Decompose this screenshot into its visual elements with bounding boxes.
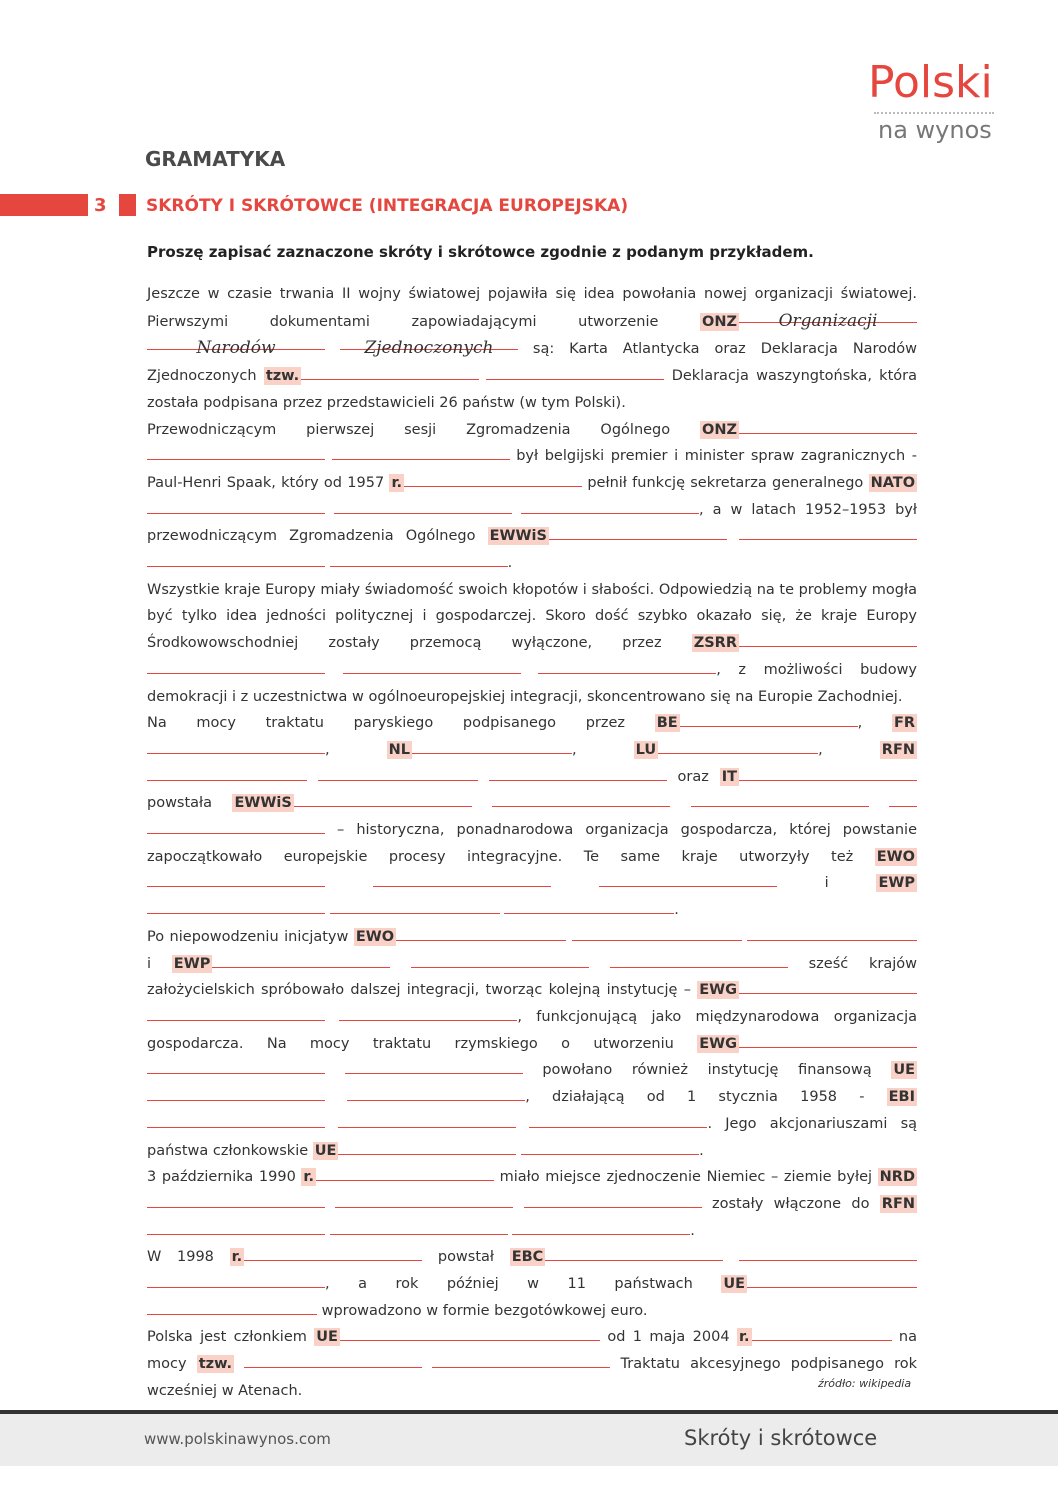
- abbr: NATO: [870, 474, 916, 491]
- answer-blank[interactable]: [549, 525, 727, 540]
- abbr: IT: [721, 768, 738, 785]
- answer-blank[interactable]: [529, 1113, 707, 1128]
- abbr: r.: [738, 1329, 750, 1346]
- answer-blank[interactable]: [147, 1059, 325, 1074]
- exercise-text: [147, 281, 917, 1405]
- answer-blank[interactable]: [396, 926, 566, 941]
- answer-blank[interactable]: [147, 1006, 325, 1021]
- answer-blank[interactable]: [747, 1273, 917, 1288]
- abbr: EBC: [511, 1249, 544, 1266]
- answer-blank[interactable]: [658, 739, 818, 754]
- answer-blank[interactable]: [212, 953, 390, 968]
- answer-blank[interactable]: [739, 632, 917, 647]
- paragraph-3: Wszystkie kraje Europy miały świadomość swoich kłopotów i słabości. Odpowiedzią na te problemy mogła być tylko idea jedności politycznej i gospodarczej. Skoro dość szybko okazało się, że kraje Europy Środkowowschodniej zostały przemocą wyłączone, przez ZSRR , z możliwości budowy demokracji i z uczestnictwa w ogólnoeuropejskiej integracji, skoncentrowano się na Europie Zachodniej.: [147, 581, 918, 705]
- answer-blank[interactable]: [244, 1246, 422, 1261]
- answer-blank[interactable]: [147, 659, 325, 674]
- abbr: ONZ: [702, 313, 737, 330]
- logo: [868, 58, 998, 144]
- answer-blank[interactable]: [489, 766, 667, 781]
- abbr: RFN: [881, 741, 916, 758]
- answer-blank[interactable]: [340, 1326, 600, 1341]
- logo-divider: [874, 112, 994, 114]
- answer-blank[interactable]: [889, 792, 917, 807]
- answer-blank[interactable]: [147, 445, 325, 460]
- paragraph-8: Polska jest członkiem UE od 1 maja 2004 r. na mocy tzw. Traktatu akcesyjnego podpisanego rok wcześniej w Atenach.: [147, 1324, 917, 1404]
- abbr: r.: [391, 474, 403, 491]
- abbr: UE: [723, 1276, 746, 1293]
- abbr: ONZ: [702, 421, 737, 438]
- abbr: EWO: [876, 848, 915, 865]
- answer-blank[interactable]: [334, 499, 512, 514]
- abbr: EWP: [173, 955, 211, 972]
- answer-blank[interactable]: [599, 872, 777, 887]
- answer-blank[interactable]: [747, 926, 917, 941]
- answer-blank[interactable]: [147, 899, 325, 914]
- paragraph-1: Jeszcze w czasie trwania II wojny światowej pojawiła się idea powołania nowej organizacji światowej. Pierwszymi dokumentami zapowiadającymi utworzenie ONZ Organizacji Narodów Zjednoczonych są: Karta Atlantycka oraz Deklaracja Narodów Zjednoczonych tzw. Deklaracja waszyngtońska, która została podpisana przez przedstawicieli 26 państw (w tym Polski).: [147, 286, 918, 411]
- answer-blank[interactable]: [521, 1140, 699, 1155]
- abbr: EWWiS: [234, 795, 292, 812]
- abbr: EWP: [878, 875, 915, 892]
- footer-url[interactable]: www.polskinawynos.com: [144, 1430, 331, 1448]
- answer-blank[interactable]: [330, 552, 508, 567]
- example-answer: Organizacji: [739, 308, 917, 323]
- abbr: FR: [893, 715, 916, 732]
- answer-blank[interactable]: [147, 1300, 317, 1315]
- example-answer: Zjednoczonych: [340, 335, 518, 350]
- abbr: UE: [893, 1062, 916, 1079]
- exercise-title: SKRÓTY I SKRÓTOWCE (INTEGRACJA EUROPEJSKA): [146, 196, 629, 216]
- paragraph-7: W 1998 r. powstał EBC , a rok później w 11 państwach UE wprowadzono w formie bezgotówkowej euro.: [147, 1244, 917, 1324]
- answer-blank[interactable]: [147, 766, 307, 781]
- abbr: EWWiS: [489, 528, 547, 545]
- answer-blank[interactable]: [512, 1220, 690, 1235]
- answer-blank[interactable]: [610, 953, 788, 968]
- answer-blank[interactable]: [680, 712, 858, 727]
- paragraph-2: Przewodniczącym pierwszej sesji Zgromadzenia Ogólnego ONZ był belgijski premier i minister spraw zagranicznych - Paul-Henri Spaak, który od 1957 r. pełnił funkcję sekretarza generalnego NATO , a w latach 1952–1953 był przewodniczącym Zgromadzenia Ogólnego EWWiS .: [147, 417, 917, 577]
- answer-blank[interactable]: [301, 365, 479, 380]
- answer-blank[interactable]: [739, 1246, 917, 1261]
- answer-blank[interactable]: [504, 899, 674, 914]
- answer-blank[interactable]: [147, 1113, 325, 1128]
- abbr: NL: [388, 741, 411, 758]
- exercise-marker: [119, 194, 136, 216]
- answer-blank[interactable]: [404, 472, 582, 487]
- answer-blank[interactable]: [752, 1326, 892, 1341]
- answer-blank[interactable]: [147, 1220, 325, 1235]
- answer-blank[interactable]: [330, 899, 500, 914]
- section-label: GRAMATYKA: [145, 147, 286, 171]
- source-note: źródło: wikipedia: [818, 1377, 912, 1390]
- answer-blank[interactable]: [739, 419, 917, 434]
- answer-blank[interactable]: [739, 1033, 917, 1048]
- answer-blank[interactable]: [521, 499, 699, 514]
- answer-blank[interactable]: [524, 1193, 702, 1208]
- answer-blank[interactable]: [432, 1353, 610, 1368]
- paragraph-5: Po niepowodzeniu inicjatyw EWO i EWP sześć krajów założycielskich spróbowało dalszej integracji, tworząc kolejną instytucję – EWG , funkcjonującą jako międzynarodowa organizacja gospodarcza. Na mocy traktatu rzymskiego o utworzeniu EWG powołano również instytucję finansową UE , działającą od 1 stycznia 1958 - EBI . Jego akcjonariuszami są państwa członkowskie UE .: [147, 924, 917, 1164]
- answer-blank[interactable]: [347, 1086, 525, 1101]
- answer-blank[interactable]: [486, 365, 664, 380]
- answer-blank[interactable]: [244, 1353, 422, 1368]
- abbr: EBI: [888, 1089, 916, 1106]
- answer-blank[interactable]: [343, 659, 521, 674]
- answer-blank[interactable]: [538, 659, 716, 674]
- answer-blank[interactable]: [338, 1140, 516, 1155]
- abbr: r.: [303, 1169, 315, 1186]
- abbr: RFN: [881, 1195, 915, 1212]
- answer-blank[interactable]: [691, 792, 869, 807]
- answer-blank[interactable]: [739, 979, 917, 994]
- answer-blank[interactable]: [318, 766, 478, 781]
- answer-blank[interactable]: [147, 499, 325, 514]
- answer-blank[interactable]: [147, 552, 325, 567]
- paragraph-6: 3 października 1990 r. miało miejsce zjednoczenie Niemiec – ziemie byłej NRD zostały włączone do RFN .: [147, 1164, 917, 1244]
- instruction: Proszę zapisać zaznaczone skróty i skrótowce zgodnie z podanym przykładem.: [147, 243, 814, 261]
- answer-blank[interactable]: [332, 445, 510, 460]
- abbr: tzw.: [198, 1356, 233, 1373]
- answer-blank[interactable]: [739, 525, 917, 540]
- abbr: NRD: [879, 1169, 915, 1186]
- exercise-number: 3: [94, 195, 107, 216]
- answer-blank[interactable]: [411, 953, 589, 968]
- answer-blank[interactable]: [147, 872, 325, 887]
- answer-blank[interactable]: [339, 1006, 517, 1021]
- answer-blank[interactable]: [338, 1113, 516, 1128]
- example-answer: Narodów: [147, 335, 325, 350]
- answer-blank[interactable]: [345, 1059, 523, 1074]
- logo-main: Polski: [868, 57, 993, 108]
- logo-sub: na wynos: [878, 116, 992, 144]
- answer-blank[interactable]: [147, 739, 325, 754]
- abbr: BE: [656, 715, 678, 732]
- answer-blank[interactable]: [739, 766, 917, 781]
- footer-title: Skróty i skrótowce: [684, 1426, 878, 1450]
- paragraph-4: Na mocy traktatu paryskiego podpisanego przez BE , FR, NL , LU , RFN oraz IT powstała EWWiS – historyczna, ponadnarodowa organizacja gospodarcza, której powstanie zapoczątkowało europejskie procesy integracyjne. Te same kraje utworzyły też EWO i EWP .: [147, 710, 917, 924]
- answer-blank[interactable]: [147, 1086, 325, 1101]
- abbr: EWG: [699, 1035, 737, 1052]
- answer-blank[interactable]: [545, 1246, 723, 1261]
- answer-blank[interactable]: [147, 1193, 325, 1208]
- answer-blank[interactable]: [294, 792, 472, 807]
- answer-blank[interactable]: [316, 1166, 494, 1181]
- answer-blank[interactable]: [412, 739, 572, 754]
- answer-blank[interactable]: [335, 1193, 513, 1208]
- exercise-bar: [0, 194, 88, 216]
- answer-blank[interactable]: [147, 819, 325, 834]
- answer-blank[interactable]: [572, 926, 742, 941]
- answer-blank[interactable]: [147, 1273, 325, 1288]
- abbr: EWO: [355, 928, 395, 945]
- answer-blank[interactable]: [373, 872, 551, 887]
- abbr: LU: [635, 741, 657, 758]
- abbr: EWG: [699, 982, 738, 999]
- abbr: ZSRR: [693, 635, 737, 652]
- abbr: UE: [316, 1329, 338, 1346]
- abbr: UE: [314, 1142, 337, 1159]
- abbr: tzw.: [265, 368, 300, 385]
- abbr: r.: [231, 1249, 243, 1266]
- answer-blank[interactable]: [492, 792, 670, 807]
- answer-blank[interactable]: [330, 1220, 508, 1235]
